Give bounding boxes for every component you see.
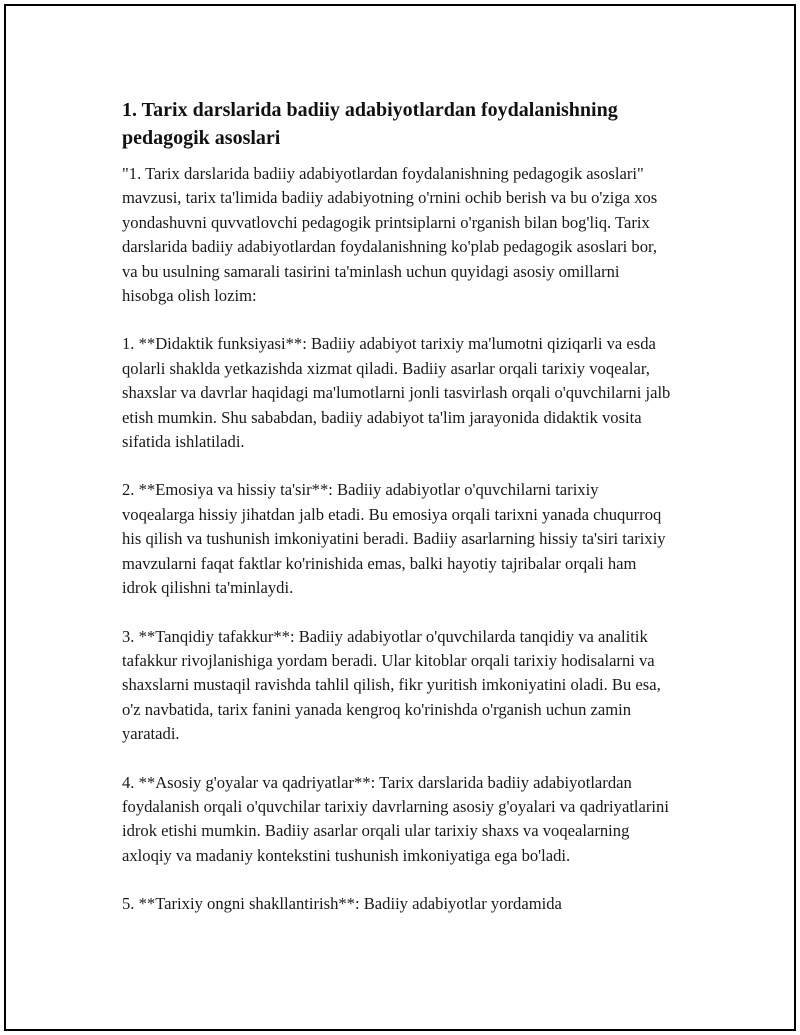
document-body — [122, 96, 674, 941]
point-3-paragraph: 3. **Tanqidiy tafakkur**: Badiiy adabiyotlar o'quvchilarda tanqidiy va analitik tafakkur rivojlanishiga yordam beradi. Ular kitoblar orqali tarixiy hodisalarni va shaxslarni mustaqil ravishda tahlil qilish, fikr yuritish imkoniyatini oladi. Bu esa, o'z navbatida, tarix fanini yanada kengroq ko'rinishda o'rganish uchun zamin yaratadi. — [122, 626, 661, 744]
point-4-paragraph: 4. **Asosiy g'oyalar va qadriyatlar**: Tarix darslarida badiiy adabiyotlardan foydalanish orqali o'quvchilar tarixiy davrlarning asosiy g'oyalari va qadriyatlarini idrok etishi mumkin. Badiiy asarlar orqali ular tarixiy shaxs va voqealarning axloqiy va madaniy kontekstini tushunish imkoniyatiga ega bo'ladi. — [122, 772, 669, 865]
point-5-paragraph: 5. **Tarixiy ongni shakllantirish**: Badiiy adabiyotlar yordamida — [122, 894, 562, 914]
point-2-paragraph: 2. **Emosiya va hissiy ta'sir**: Badiiy adabiyotlar o'quvchilarni tarixiy voqealarga hissiy jihatdan jalb etadi. Bu emosiya orqali tarixni yanada chuqurroq his qilish va tushunish imkoniyatini beradi. Badiiy asarlarning hissiy ta'siri tarixiy mavzularni faqat faktlar ko'rinishida emas, balki hayotiy tajribalar orqali ham idrok qilishni ta'minlaydi. — [122, 480, 666, 598]
intro-paragraph: "1. Tarix darslarida badiiy adabiyotlardan foydalanishning pedagogik asoslari" mavzusi, tarix ta'limida badiiy adabiyotning o'rnini ochib berish va bu o'ziga xos yondashuvni quvvatlovchi pedagogik printsiplarni o'rganish bilan bog'liq. Tarix darslarida badiiy adabiyotlardan foydalanishning ko'plab pedagogik asoslari bor, va bu usulning samarali tasirini ta'minlash uchun quyidagi asosiy omillarni hisobga olish lozim: — [122, 164, 658, 306]
point-1-paragraph: 1. **Didaktik funksiyasi**: Badiiy adabiyot tarixiy ma'lumotni qiziqarli va esda qolarli shaklda yetkazishda xizmat qiladi. Badiiy asarlar orqali tarixiy voqealar, shaxslar va davrlar haqidagi ma'lumotlarni jonli tasvirlash orqali o'quvchilarni jalb etish mumkin. Shu sababdan, badiiy adabiyot ta'lim jarayonida didaktik vosita sifatida ishlatiladi. — [122, 334, 671, 452]
document-title: 1. Tarix darslarida badiiy adabiyotlardan foydalanishning pedagogik asoslari — [122, 99, 618, 149]
page-frame — [4, 4, 796, 1031]
